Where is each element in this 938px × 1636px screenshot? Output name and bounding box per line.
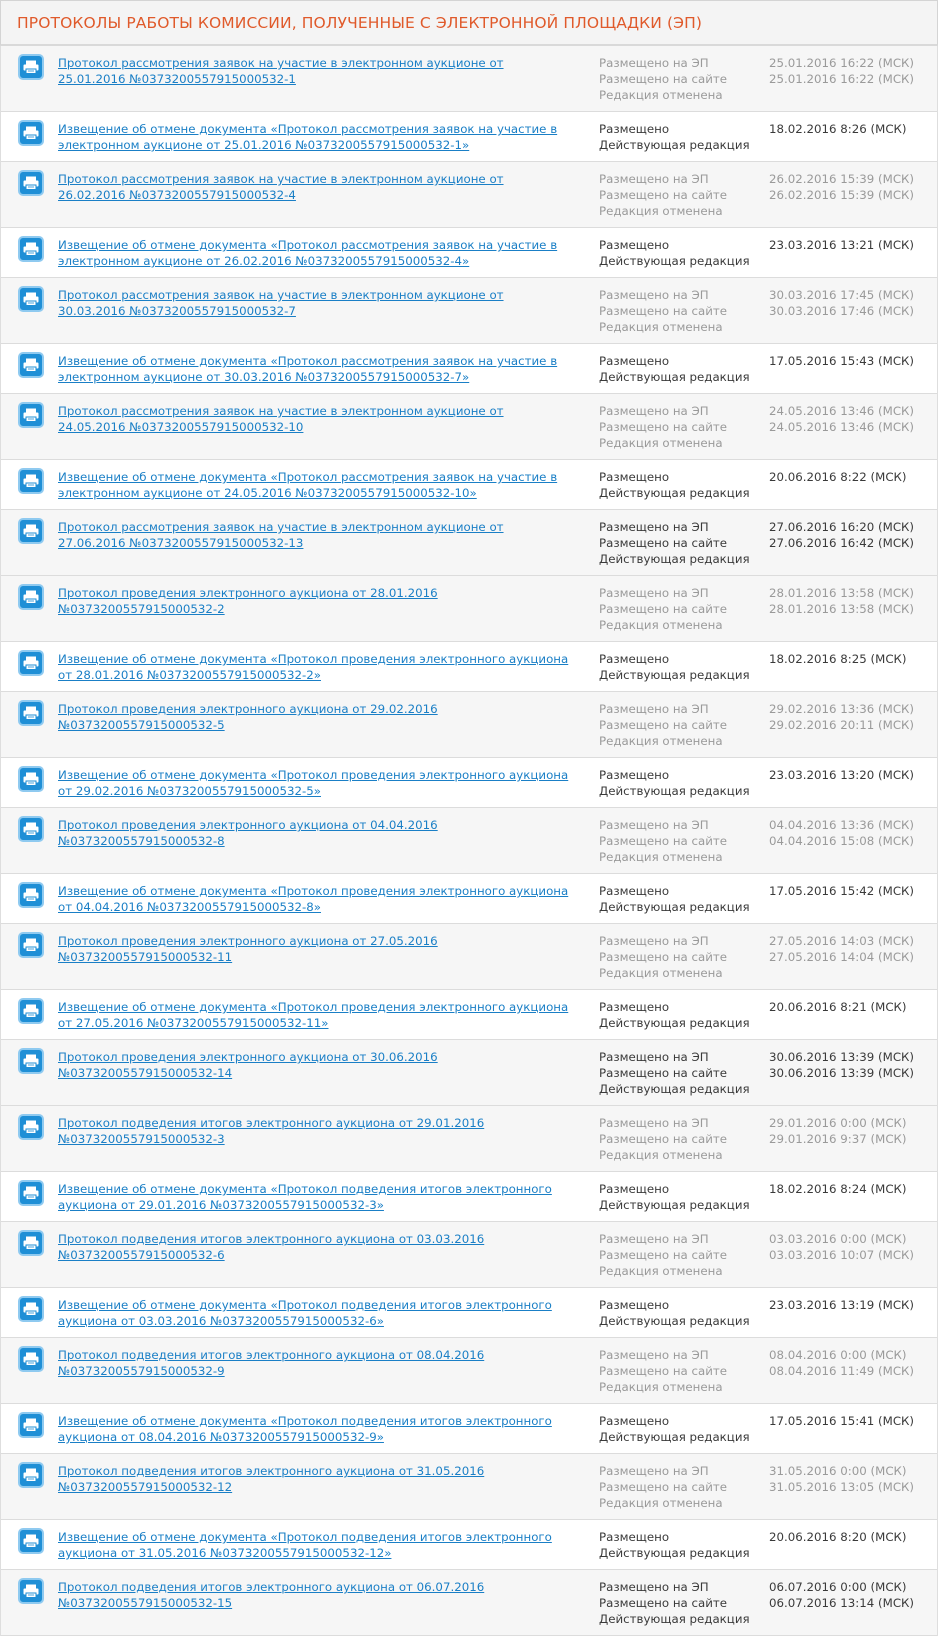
status-text: Действующая редакция: [599, 1082, 750, 1096]
document-icon[interactable]: [18, 700, 44, 726]
date-text: 27.05.2016 14:04 (МСК): [769, 950, 915, 964]
protocol-link[interactable]: Извещение об отмене документа «Протокол подведения итогов электронного аукциона от 08.04.2016 №0373200557915000532-9»: [58, 1414, 552, 1444]
status-text: Размещено: [599, 470, 670, 484]
status-text: Размещено на ЭП: [599, 1050, 709, 1064]
date-list: [769, 933, 929, 965]
status-text: Действующая редакция: [599, 486, 750, 500]
date-text: 06.07.2016 0:00 (МСК): [769, 1580, 907, 1594]
date-text: 06.07.2016 13:14 (МСК): [769, 1596, 915, 1610]
date-list: [769, 1579, 929, 1611]
date-text: 25.01.2016 16:22 (МСК): [769, 56, 915, 70]
status-list: [599, 817, 764, 865]
list-item: [1, 1040, 937, 1106]
list-item: [1, 924, 937, 990]
status-text: Размещено на ЭП: [599, 520, 709, 534]
status-list: [599, 1529, 764, 1561]
status-text: Размещено: [599, 884, 670, 898]
status-text: Размещено на ЭП: [599, 1232, 709, 1246]
date-text: 03.03.2016 0:00 (МСК): [769, 1232, 907, 1246]
date-list: [769, 287, 929, 319]
date-text: 18.02.2016 8:26 (МСК): [769, 122, 907, 136]
date-text: 17.05.2016 15:43 (МСК): [769, 354, 915, 368]
status-text: Размещено на сайте: [599, 536, 728, 550]
document-icon[interactable]: [18, 1230, 44, 1256]
document-icon[interactable]: [18, 1114, 44, 1140]
status-text: Размещено на сайте: [599, 834, 728, 848]
date-text: 20.06.2016 8:20 (МСК): [769, 1530, 907, 1544]
status-text: Размещено на ЭП: [599, 818, 709, 832]
date-text: 27.05.2016 14:03 (МСК): [769, 934, 915, 948]
status-list: [599, 1297, 764, 1329]
status-text: Действующая редакция: [599, 254, 750, 268]
date-text: 27.06.2016 16:20 (МСК): [769, 520, 915, 534]
status-text: Действующая редакция: [599, 784, 750, 798]
protocol-link[interactable]: Протокол подведения итогов электронного аукциона от 03.03.2016 №0373200557915000532-6: [58, 1232, 485, 1262]
status-text: Размещено: [599, 238, 670, 252]
document-icon[interactable]: [18, 766, 44, 792]
status-text: Размещено на ЭП: [599, 1464, 709, 1478]
date-list: [769, 1347, 929, 1379]
status-text: Действующая редакция: [599, 1612, 750, 1626]
status-list: [599, 767, 764, 799]
status-text: Размещено: [599, 652, 670, 666]
status-text: Размещено на ЭП: [599, 172, 709, 186]
date-text: 08.04.2016 11:49 (МСК): [769, 1364, 915, 1378]
document-icon[interactable]: [18, 120, 44, 146]
date-list: [769, 353, 929, 369]
date-text: 17.05.2016 15:41 (МСК): [769, 1414, 915, 1428]
list-item: [1, 1222, 937, 1288]
date-text: 29.01.2016 9:37 (МСК): [769, 1132, 907, 1146]
status-list: [599, 469, 764, 501]
document-icon[interactable]: [18, 1180, 44, 1206]
status-text: Редакция отменена: [599, 204, 723, 218]
status-text: Размещено на ЭП: [599, 586, 709, 600]
document-icon[interactable]: [18, 1296, 44, 1322]
document-icon[interactable]: [18, 1528, 44, 1554]
protocol-link[interactable]: Протокол проведения электронного аукциона от 27.05.2016 №0373200557915000532-11: [58, 934, 438, 964]
protocol-link[interactable]: Протокол проведения электронного аукциона от 04.04.2016 №0373200557915000532-8: [58, 818, 438, 848]
status-text: Размещено на сайте: [599, 304, 728, 318]
date-text: 29.01.2016 0:00 (МСК): [769, 1116, 907, 1130]
date-list: [769, 1115, 929, 1147]
status-text: Редакция отменена: [599, 1380, 723, 1394]
status-text: Размещено на сайте: [599, 950, 728, 964]
list-item: [1, 46, 937, 112]
date-text: 08.04.2016 0:00 (МСК): [769, 1348, 907, 1362]
status-text: Редакция отменена: [599, 1264, 723, 1278]
status-list: [599, 1115, 764, 1163]
status-text: Действующая редакция: [599, 1430, 750, 1444]
date-text: 24.05.2016 13:46 (МСК): [769, 420, 915, 434]
date-text: 31.05.2016 13:05 (МСК): [769, 1480, 915, 1494]
date-text: 24.05.2016 13:46 (МСК): [769, 404, 915, 418]
status-list: [599, 237, 764, 269]
date-list: [769, 1413, 929, 1429]
date-text: 30.03.2016 17:45 (МСК): [769, 288, 915, 302]
date-text: 04.04.2016 15:08 (МСК): [769, 834, 915, 848]
list-item: [1, 1404, 937, 1454]
status-text: Редакция отменена: [599, 966, 723, 980]
document-icon[interactable]: [18, 998, 44, 1024]
protocol-link[interactable]: Извещение об отмене документа «Протокол рассмотрения заявок на участие в электронном аукционе от 25.01.2016 №0373200557915000532-1»: [58, 122, 558, 152]
protocol-link[interactable]: Протокол рассмотрения заявок на участие в электронном аукционе от 25.01.2016 №0373200557915000532-1: [58, 56, 504, 86]
date-text: 30.06.2016 13:39 (МСК): [769, 1050, 915, 1064]
document-icon[interactable]: [18, 1578, 44, 1604]
status-text: Действующая редакция: [599, 552, 750, 566]
document-icon[interactable]: [18, 816, 44, 842]
status-text: Действующая редакция: [599, 1314, 750, 1328]
date-list: [769, 767, 929, 783]
date-list: [769, 1231, 929, 1263]
protocol-link[interactable]: Протокол рассмотрения заявок на участие в электронном аукционе от 24.05.2016 №0373200557915000532-10: [58, 404, 504, 434]
status-list: [599, 519, 764, 567]
date-text: 31.05.2016 0:00 (МСК): [769, 1464, 907, 1478]
date-list: [769, 585, 929, 617]
list-item: [1, 1520, 937, 1570]
date-text: 23.03.2016 13:21 (МСК): [769, 238, 915, 252]
status-text: Размещено на ЭП: [599, 288, 709, 302]
date-list: [769, 403, 929, 435]
protocol-link[interactable]: Протокол проведения электронного аукциона от 28.01.2016 №0373200557915000532-2: [58, 586, 438, 616]
status-text: Размещено: [599, 1182, 670, 1196]
status-text: Размещено: [599, 1298, 670, 1312]
date-list: [769, 55, 929, 87]
protocol-link[interactable]: Извещение об отмене документа «Протокол рассмотрения заявок на участие в электронном аукционе от 30.03.2016 №0373200557915000532-7»: [58, 354, 558, 384]
date-list: [769, 1049, 929, 1081]
list-item: [1, 394, 937, 460]
date-text: 18.02.2016 8:25 (МСК): [769, 652, 907, 666]
status-text: Действующая редакция: [599, 900, 750, 914]
status-text: Действующая редакция: [599, 370, 750, 384]
list-item: [1, 758, 937, 808]
status-text: Редакция отменена: [599, 734, 723, 748]
list-item: [1, 1288, 937, 1338]
date-text: 29.02.2016 20:11 (МСК): [769, 718, 915, 732]
date-text: 30.06.2016 13:39 (МСК): [769, 1066, 915, 1080]
list-item: [1, 344, 937, 394]
date-text: 23.03.2016 13:19 (МСК): [769, 1298, 915, 1312]
status-list: [599, 55, 764, 103]
date-text: 26.02.2016 15:39 (МСК): [769, 188, 915, 202]
protocol-link[interactable]: Извещение об отмене документа «Протокол подведения итогов электронного аукциона от 29.01.2016 №0373200557915000532-3»: [58, 1182, 552, 1212]
status-text: Действующая редакция: [599, 1198, 750, 1212]
status-text: Размещено на сайте: [599, 188, 728, 202]
status-list: [599, 933, 764, 981]
status-text: Редакция отменена: [599, 850, 723, 864]
date-list: [769, 1463, 929, 1495]
document-icon[interactable]: [18, 170, 44, 196]
status-text: Размещено: [599, 1414, 670, 1428]
status-list: [599, 287, 764, 335]
date-text: 18.02.2016 8:24 (МСК): [769, 1182, 907, 1196]
list-item: [1, 228, 937, 278]
status-text: Размещено на ЭП: [599, 1116, 709, 1130]
status-text: Размещено: [599, 1530, 670, 1544]
status-text: Размещено: [599, 354, 670, 368]
date-text: 17.05.2016 15:42 (МСК): [769, 884, 915, 898]
date-list: [769, 651, 929, 667]
date-text: 25.01.2016 16:22 (МСК): [769, 72, 915, 86]
protocol-link[interactable]: Протокол проведения электронного аукциона от 29.02.2016 №0373200557915000532-5: [58, 702, 438, 732]
list-item: [1, 1454, 937, 1520]
date-text: 28.01.2016 13:58 (МСК): [769, 586, 915, 600]
status-list: [599, 1579, 764, 1627]
protocol-list: [0, 46, 938, 1636]
status-text: Редакция отменена: [599, 320, 723, 334]
date-text: 30.03.2016 17:46 (МСК): [769, 304, 915, 318]
date-list: [769, 121, 929, 137]
status-text: Размещено на сайте: [599, 72, 728, 86]
document-icon[interactable]: [18, 650, 44, 676]
date-list: [769, 999, 929, 1015]
date-list: [769, 1181, 929, 1197]
list-item: [1, 112, 937, 162]
status-text: Размещено на сайте: [599, 1364, 728, 1378]
status-list: [599, 403, 764, 451]
status-list: [599, 585, 764, 633]
status-list: [599, 1463, 764, 1511]
date-text: 26.02.2016 15:39 (МСК): [769, 172, 915, 186]
list-item: [1, 278, 937, 344]
status-list: [599, 1231, 764, 1279]
section-title: ПРОТОКОЛЫ РАБОТЫ КОМИССИИ, ПОЛУЧЕННЫЕ С ЭЛЕКТРОННОЙ ПЛОЩАДКИ (ЭП): [17, 13, 702, 32]
protocol-link[interactable]: Протокол подведения итогов электронного аукциона от 06.07.2016 №0373200557915000532-15: [58, 1580, 485, 1610]
date-text: 29.02.2016 13:36 (МСК): [769, 702, 915, 716]
date-list: [769, 701, 929, 733]
status-text: Редакция отменена: [599, 88, 723, 102]
date-list: [769, 1529, 929, 1545]
document-icon[interactable]: [18, 236, 44, 262]
status-text: Размещено на ЭП: [599, 702, 709, 716]
protocol-link[interactable]: Протокол подведения итогов электронного аукциона от 08.04.2016 №0373200557915000532-9: [58, 1348, 485, 1378]
list-item: [1, 460, 937, 510]
status-text: Размещено на сайте: [599, 420, 728, 434]
document-icon[interactable]: [18, 1462, 44, 1488]
status-list: [599, 353, 764, 385]
status-text: Размещено на ЭП: [599, 1580, 709, 1594]
status-text: Редакция отменена: [599, 436, 723, 450]
status-text: Размещено: [599, 768, 670, 782]
status-list: [599, 1181, 764, 1213]
list-item: [1, 1338, 937, 1404]
status-text: Редакция отменена: [599, 1148, 723, 1162]
protocol-link[interactable]: Извещение об отмене документа «Протокол подведения итогов электронного аукциона от 03.03.2016 №0373200557915000532-6»: [58, 1298, 552, 1328]
status-list: [599, 701, 764, 749]
status-text: Размещено на сайте: [599, 718, 728, 732]
status-text: Действующая редакция: [599, 1016, 750, 1030]
date-text: 20.06.2016 8:22 (МСК): [769, 470, 907, 484]
protocol-link[interactable]: Извещение об отмене документа «Протокол проведения электронного аукциона от 29.02.2016 №0373200557915000532-5»: [58, 768, 569, 798]
list-item: [1, 990, 937, 1040]
list-item: [1, 510, 937, 576]
date-text: 28.01.2016 13:58 (МСК): [769, 602, 915, 616]
list-item: [1, 1172, 937, 1222]
date-text: 20.06.2016 8:21 (МСК): [769, 1000, 907, 1014]
status-text: Размещено: [599, 1000, 670, 1014]
status-text: Действующая редакция: [599, 1546, 750, 1560]
status-list: [599, 651, 764, 683]
protocol-link[interactable]: Извещение об отмене документа «Протокол проведения электронного аукциона от 27.05.2016 №0373200557915000532-11»: [58, 1000, 569, 1030]
status-text: Редакция отменена: [599, 1496, 723, 1510]
protocol-link[interactable]: Протокол подведения итогов электронного аукциона от 29.01.2016 №0373200557915000532-3: [58, 1116, 485, 1146]
protocol-link[interactable]: Протокол рассмотрения заявок на участие в электронном аукционе от 26.02.2016 №0373200557915000532-4: [58, 172, 504, 202]
list-item: [1, 162, 937, 228]
date-text: 03.03.2016 10:07 (МСК): [769, 1248, 915, 1262]
list-item: [1, 642, 937, 692]
document-icon[interactable]: [18, 1412, 44, 1438]
document-icon[interactable]: [18, 468, 44, 494]
document-icon[interactable]: [18, 54, 44, 80]
status-text: Размещено на сайте: [599, 602, 728, 616]
date-list: [769, 1297, 929, 1313]
protocol-link[interactable]: Протокол рассмотрения заявок на участие в электронном аукционе от 27.06.2016 №0373200557915000532-13: [58, 520, 504, 550]
date-list: [769, 469, 929, 485]
list-item: [1, 808, 937, 874]
status-text: Размещено на ЭП: [599, 56, 709, 70]
status-text: Размещено на сайте: [599, 1480, 728, 1494]
protocol-link[interactable]: Извещение об отмене документа «Протокол проведения электронного аукциона от 04.04.2016 №0373200557915000532-8»: [58, 884, 569, 914]
list-item: [1, 576, 937, 642]
status-list: [599, 1049, 764, 1097]
list-item: [1, 874, 937, 924]
status-text: Действующая редакция: [599, 138, 750, 152]
protocol-link[interactable]: Протокол проведения электронного аукциона от 30.06.2016 №0373200557915000532-14: [58, 1050, 438, 1080]
date-text: 23.03.2016 13:20 (МСК): [769, 768, 915, 782]
date-list: [769, 519, 929, 551]
section-header: [0, 0, 938, 46]
date-list: [769, 817, 929, 849]
document-icon[interactable]: [18, 286, 44, 312]
status-text: Размещено на ЭП: [599, 1348, 709, 1362]
status-list: [599, 121, 764, 153]
status-text: Размещено: [599, 122, 670, 136]
date-list: [769, 237, 929, 253]
status-list: [599, 1413, 764, 1445]
document-icon[interactable]: [18, 518, 44, 544]
date-text: 04.04.2016 13:36 (МСК): [769, 818, 915, 832]
status-text: Размещено на сайте: [599, 1596, 728, 1610]
date-text: 27.06.2016 16:42 (МСК): [769, 536, 915, 550]
status-text: Размещено на ЭП: [599, 404, 709, 418]
protocol-link[interactable]: Извещение об отмене документа «Протокол проведения электронного аукциона от 28.01.2016 №0373200557915000532-2»: [58, 652, 569, 682]
list-item: [1, 692, 937, 758]
document-icon[interactable]: [18, 584, 44, 610]
status-text: Размещено на сайте: [599, 1132, 728, 1146]
status-text: Размещено на ЭП: [599, 934, 709, 948]
document-icon[interactable]: [18, 1346, 44, 1372]
document-icon[interactable]: [18, 932, 44, 958]
status-list: [599, 999, 764, 1031]
protocol-link[interactable]: Извещение об отмене документа «Протокол рассмотрения заявок на участие в электронном аукционе от 24.05.2016 №0373200557915000532-10»: [58, 470, 558, 500]
protocol-link[interactable]: Извещение об отмене документа «Протокол подведения итогов электронного аукциона от 31.05.2016 №0373200557915000532-12»: [58, 1530, 552, 1560]
status-text: Действующая редакция: [599, 668, 750, 682]
protocol-link[interactable]: Извещение об отмене документа «Протокол рассмотрения заявок на участие в электронном аукционе от 26.02.2016 №0373200557915000532-4»: [58, 238, 558, 268]
protocol-link[interactable]: Протокол подведения итогов электронного аукциона от 31.05.2016 №0373200557915000532-12: [58, 1464, 485, 1494]
date-list: [769, 171, 929, 203]
list-item: [1, 1106, 937, 1172]
status-list: [599, 171, 764, 219]
document-icon[interactable]: [18, 352, 44, 378]
status-list: [599, 883, 764, 915]
document-icon[interactable]: [18, 1048, 44, 1074]
protocol-link[interactable]: Протокол рассмотрения заявок на участие в электронном аукционе от 30.03.2016 №0373200557915000532-7: [58, 288, 504, 318]
status-text: Размещено на сайте: [599, 1066, 728, 1080]
status-list: [599, 1347, 764, 1395]
document-icon[interactable]: [18, 882, 44, 908]
status-text: Размещено на сайте: [599, 1248, 728, 1262]
date-list: [769, 883, 929, 899]
document-icon[interactable]: [18, 402, 44, 428]
list-item: [1, 1570, 937, 1636]
status-text: Редакция отменена: [599, 618, 723, 632]
